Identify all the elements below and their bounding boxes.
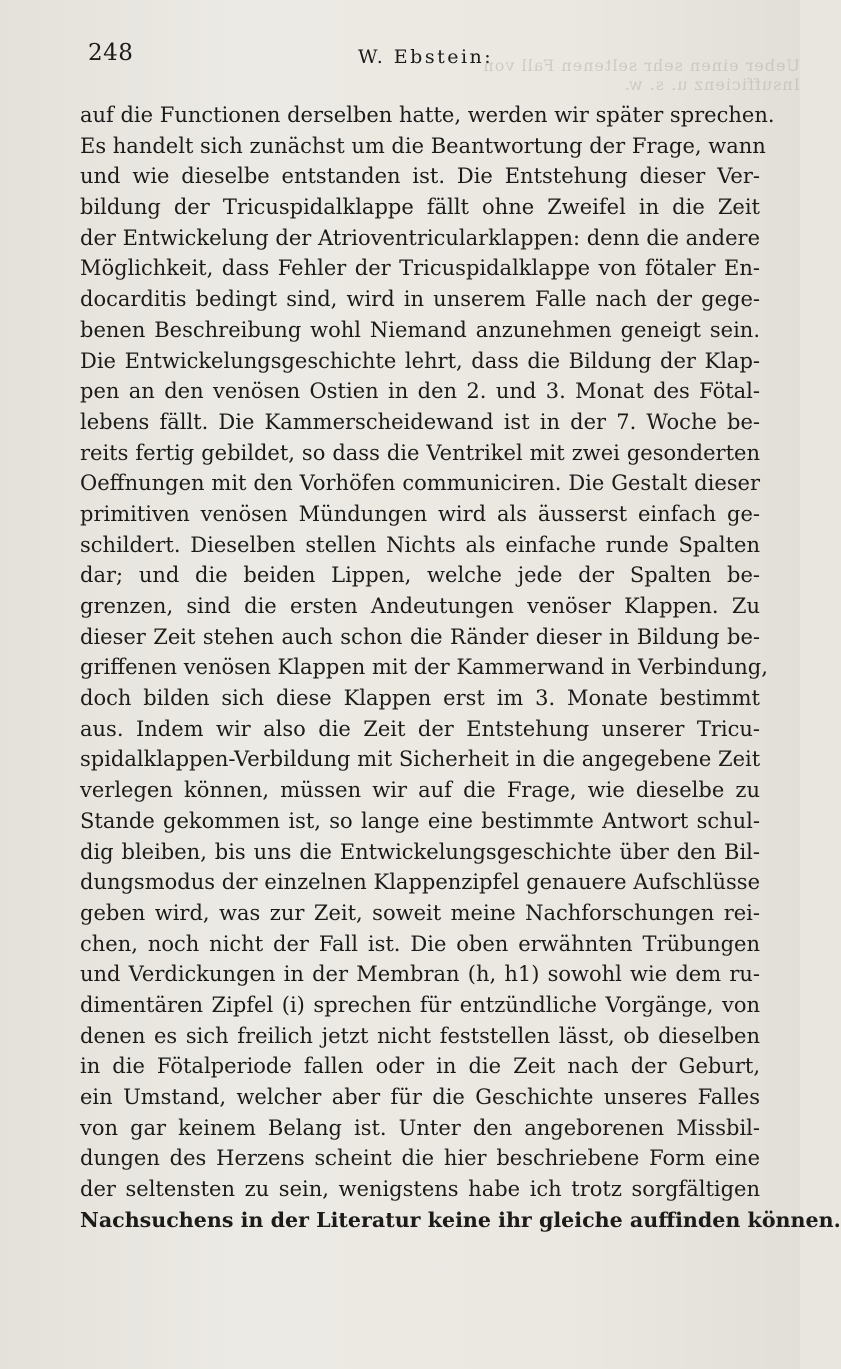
text-line: ein Umstand, welcher aber für die Geschichte unseres Falles: [80, 1085, 760, 1109]
text-line: primitiven venösen Mündungen wird als äusserst einfach ge-: [80, 501, 760, 526]
bleed-through-text: Ueber einen sehr seltenen Fall von Insufficienz u. s. w.: [482, 56, 800, 94]
text-line: dungen des Herzens scheint die hier beschriebene Form eine: [80, 1146, 760, 1171]
text-line: der seltensten zu sein, wenigstens habe ich trotz sorgfältigen: [80, 1177, 760, 1202]
running-head: W. Ebstein:: [358, 46, 494, 68]
text-line: Nachsuchens in der Literatur keine ihr gleiche auffinden können.: [80, 1207, 841, 1232]
text-line: geben wird, was zur Zeit, soweit meine Nachforschungen rei-: [80, 900, 760, 925]
text-line: chen, noch nicht der Fall ist. Die oben erwähnten Trübungen: [80, 931, 760, 956]
text-line: lebens fällt. Die Kammerscheidewand ist in der 7. Woche be-: [80, 409, 760, 434]
text-line: aus. Indem wir also die Zeit der Entstehung unserer Tricu-: [80, 716, 760, 741]
text-line: dig bleiben, bis uns die Entwickelungsgeschichte über den Bil-: [80, 839, 760, 864]
text-line: verlegen können, müssen wir auf die Frage, wie dieselbe zu: [80, 778, 760, 803]
text-line: docarditis bedingt sind, wird in unserem Falle nach der gege-: [80, 287, 760, 312]
text-line: reits fertig gebildet, so dass die Ventrikel mit zwei gesonderten: [80, 440, 760, 465]
text-line: grenzen, sind die ersten Andeutungen venöser Klappen. Zu: [80, 594, 760, 618]
text-line: dimentären Zipfel (i) sprechen für entzündliche Vorgänge, von: [80, 992, 760, 1017]
text-line: bildung der Tricuspidalklappe fällt ohne Zweifel in die Zeit: [80, 195, 760, 220]
text-line: und Verdickungen in der Membran (h, h1) sowohl wie dem ru-: [80, 962, 760, 987]
text-line: Stande gekommen ist, so lange eine bestimmte Antwort schul-: [80, 808, 760, 833]
text-line: der Entwickelung der Atrioventricularklappen: denn die andere: [80, 225, 760, 250]
text-line: Es handelt sich zunächst um die Beantwortung der Frage, wann: [80, 133, 766, 158]
text-line: benen Beschreibung wohl Niemand anzunehmen geneigt sein.: [80, 317, 760, 342]
text-line: in die Fötalperiode fallen oder in die Zeit nach der Geburt,: [80, 1054, 760, 1079]
text-line: Möglichkeit, dass Fehler der Tricuspidalklappe von fötaler En-: [80, 256, 760, 281]
text-line: Die Entwickelungsgeschichte lehrt, dass die Bildung der Klap-: [80, 348, 760, 373]
text-line: auf die Functionen derselben hatte, werden wir später sprechen.: [80, 103, 775, 127]
text-line: schildert. Dieselben stellen Nichts als einfache runde Spalten: [80, 532, 760, 557]
body-text: [80, 100, 841, 1235]
text-line: denen es sich freilich jetzt nicht feststellen lässt, ob dieselben: [80, 1023, 760, 1048]
page-number: 248: [88, 40, 134, 66]
text-line: dungsmodus der einzelnen Klappenzipfel genauere Aufschlüsse: [80, 870, 760, 895]
text-line: pen an den venösen Ostien in den 2. und 3. Monat des Fötal-: [80, 379, 760, 404]
text-line: dieser Zeit stehen auch schon die Ränder dieser in Bildung be-: [80, 624, 760, 649]
text-line: und wie dieselbe entstanden ist. Die Entstehung dieser Ver-: [80, 164, 760, 189]
text-line: von gar keinem Belang ist. Unter den angeborenen Missbil-: [80, 1115, 760, 1140]
text-line: doch bilden sich diese Klappen erst im 3. Monate bestimmt: [80, 686, 760, 711]
text-line: griffenen venösen Klappen mit der Kammerwand in Verbindung,: [80, 655, 768, 680]
text-line: spidalklappen-Verbildung mit Sicherheit in die angegebene Zeit: [80, 747, 761, 772]
text-line: dar; und die beiden Lippen, welche jede der Spalten be-: [80, 563, 760, 588]
text-line: Oeffnungen mit den Vorhöfen communiciren. Die Gestalt dieser: [80, 471, 760, 496]
